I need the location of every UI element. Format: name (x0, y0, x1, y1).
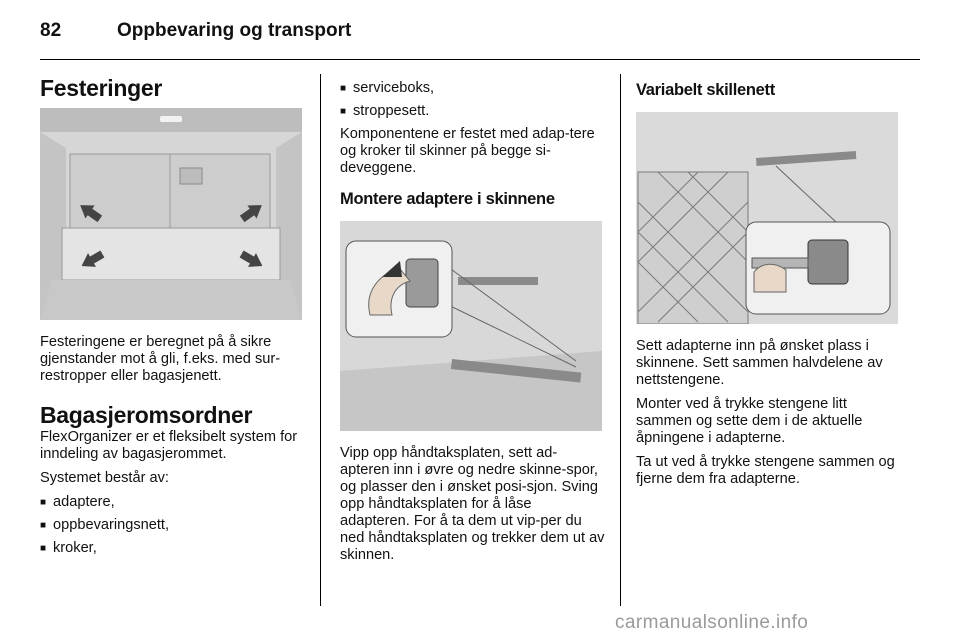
chapter-title: Oppbevaring og transport (117, 20, 352, 41)
section-heading-variabelt-skillenett: Variabelt skillenett (636, 81, 775, 99)
section-heading-bagasjeromsordner: Bagasjeromsordner (40, 402, 253, 428)
column-2 (340, 74, 605, 571)
paragraph-festeringer: Festeringene er beregnet på å sikre gjenstander mot å gli, f.eks. med sur-restropper eller bagasjenett. (40, 334, 281, 384)
paragraph-komponentene: Komponentene er festet med adap-tere og kroker til skinner på begge si-deveggene. (340, 126, 595, 176)
page-number: 82 (40, 20, 62, 41)
list-item: ■ serviceboks, (340, 80, 605, 97)
column-divider-1 (320, 74, 321, 606)
adapter-rail-illustration (340, 221, 602, 431)
list-item: ■ oppbevaringsnett, (40, 517, 305, 534)
section-heading-montere-adaptere: Montere adaptere i skinnene (340, 190, 555, 208)
column-1 (40, 74, 305, 563)
header-rule (40, 59, 920, 60)
list-item: ■ kroker, (40, 540, 305, 557)
list-item: ■ stroppesett. (340, 103, 605, 120)
cargo-area-illustration (40, 108, 302, 320)
section-heading-festeringer: Festeringer (40, 75, 162, 101)
paragraph-flexorganizer: FlexOrganizer er et fleksibelt system for inndeling av bagasjerommet. (40, 429, 298, 462)
watermark: carmanualsonline.info (615, 612, 809, 633)
paragraph-monter: Monter ved å trykke stengene litt sammen og sette dem i de aktuelle åpningene i adapterne. (636, 396, 863, 446)
page-header (40, 20, 920, 60)
paragraph-sett-adapterne: Sett adapterne inn på ønsket plass i skinnene. Sett sammen halvdelene av nettstengene. (636, 338, 883, 388)
paragraph-vipp-opp: Vipp opp håndtaksplaten, sett ad-apteren inn i øvre og nedre skinne-spor, og plasser den i ønsket posi-sjon. Sving opp håndtaksplaten for å låse adapteren. For å ta dem ut vip-per du ned håndtaksplaten og trekker dem ut av skinnen. (340, 445, 605, 563)
paragraph-ta-ut: Ta ut ved å trykke stengene sammen og fjerne dem fra adapterne. (636, 454, 895, 487)
divider-net-illustration (636, 112, 898, 324)
component-list-part2 (340, 80, 605, 120)
column-3 (636, 74, 906, 495)
paragraph-systemet: Systemet består av: (40, 470, 169, 486)
component-list-part1 (40, 494, 305, 557)
column-divider-2 (620, 74, 621, 606)
list-item: ■ adaptere, (40, 494, 305, 511)
